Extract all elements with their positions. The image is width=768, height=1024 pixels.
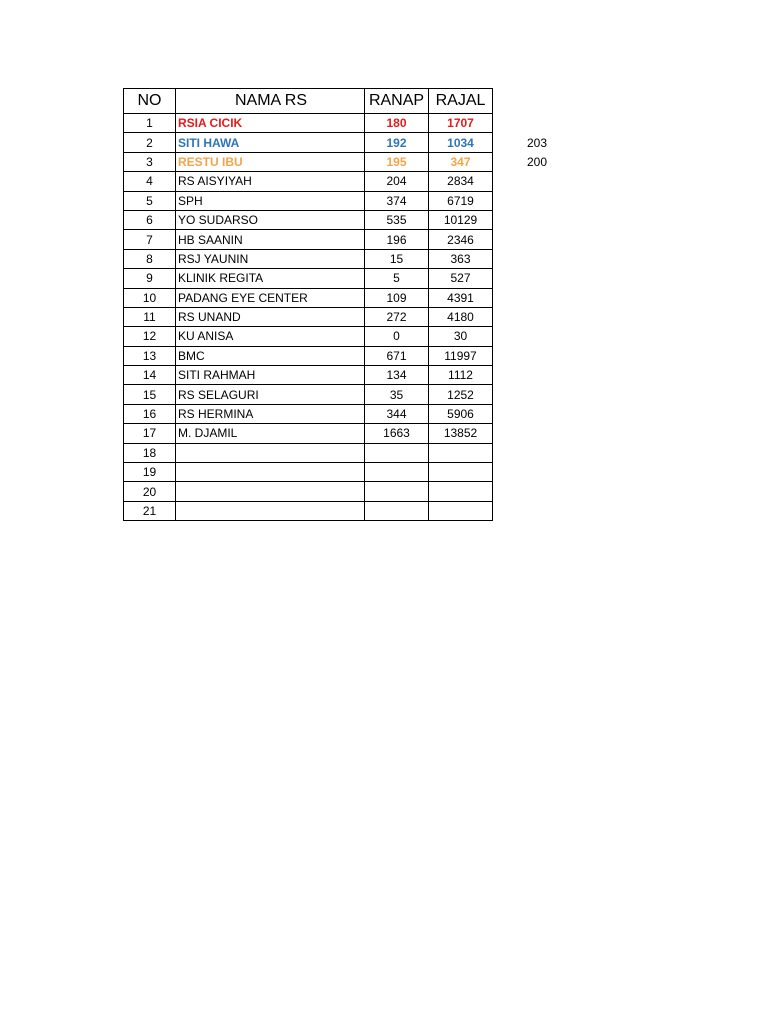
cell-ranap[interactable]: 671 (365, 346, 429, 365)
header-no[interactable]: NO (124, 89, 176, 114)
cell-ranap[interactable]: 195 (365, 152, 429, 171)
cell-rajal[interactable]: 1112 (429, 366, 493, 385)
hospital-table (123, 88, 493, 521)
cell-nama-rs[interactable] (176, 463, 365, 482)
cell-nama-rs[interactable]: SITI RAHMAH (176, 366, 365, 385)
cell-ranap[interactable]: 134 (365, 366, 429, 385)
cell-rajal[interactable]: 6719 (429, 191, 493, 210)
cell-no[interactable]: 14 (124, 366, 176, 385)
cell-rajal[interactable]: 5906 (429, 404, 493, 423)
cell-ranap[interactable]: 204 (365, 172, 429, 191)
table-row (124, 307, 493, 326)
cell-no[interactable]: 11 (124, 307, 176, 326)
cell-no[interactable]: 17 (124, 424, 176, 443)
cell-no[interactable]: 8 (124, 249, 176, 268)
table-row (124, 424, 493, 443)
cell-no[interactable]: 13 (124, 346, 176, 365)
cell-ranap[interactable] (365, 443, 429, 462)
cell-ranap[interactable]: 196 (365, 230, 429, 249)
cell-nama-rs[interactable]: HB SAANIN (176, 230, 365, 249)
cell-no[interactable]: 19 (124, 463, 176, 482)
cell-nama-rs[interactable]: RSJ YAUNIN (176, 249, 365, 268)
table-row (124, 501, 493, 520)
cell-nama-rs[interactable]: BMC (176, 346, 365, 365)
cell-nama-rs[interactable]: RS HERMINA (176, 404, 365, 423)
cell-no[interactable]: 21 (124, 501, 176, 520)
cell-rajal[interactable] (429, 482, 493, 501)
cell-ranap[interactable] (365, 463, 429, 482)
cell-nama-rs[interactable]: M. DJAMIL (176, 424, 365, 443)
side-note-value: 203 (527, 135, 548, 150)
cell-no[interactable]: 20 (124, 482, 176, 501)
cell-rajal[interactable] (429, 443, 493, 462)
cell-no[interactable]: 9 (124, 269, 176, 288)
cell-ranap[interactable]: 1663 (365, 424, 429, 443)
table-row (124, 346, 493, 365)
cell-no[interactable]: 1 (124, 114, 176, 133)
cell-nama-rs[interactable]: KLINIK REGITA (176, 269, 365, 288)
cell-rajal[interactable] (429, 501, 493, 520)
table-row (124, 385, 493, 404)
cell-rajal[interactable]: 11997 (429, 346, 493, 365)
cell-rajal[interactable]: 4391 (429, 288, 493, 307)
cell-ranap[interactable]: 35 (365, 385, 429, 404)
cell-rajal[interactable]: 363 (429, 249, 493, 268)
table-row (124, 152, 493, 171)
cell-nama-rs[interactable] (176, 482, 365, 501)
cell-nama-rs[interactable]: RSIA CICIK (176, 114, 365, 133)
cell-rajal[interactable]: 2346 (429, 230, 493, 249)
table-row (124, 269, 493, 288)
cell-ranap[interactable]: 272 (365, 307, 429, 326)
cell-rajal[interactable]: 527 (429, 269, 493, 288)
header-row (124, 89, 493, 114)
table-row (124, 114, 493, 133)
cell-nama-rs[interactable]: RESTU IBU (176, 152, 365, 171)
cell-rajal[interactable]: 30 (429, 327, 493, 346)
side-note-value: 200 (527, 154, 548, 169)
cell-ranap[interactable]: 192 (365, 133, 429, 152)
cell-ranap[interactable]: 0 (365, 327, 429, 346)
cell-ranap[interactable]: 180 (365, 114, 429, 133)
table-row (124, 482, 493, 501)
cell-ranap[interactable]: 535 (365, 210, 429, 229)
cell-nama-rs[interactable]: SITI HAWA (176, 133, 365, 152)
header-rajal[interactable]: RAJAL (429, 89, 493, 114)
cell-no[interactable]: 15 (124, 385, 176, 404)
cell-rajal[interactable]: 4180 (429, 307, 493, 326)
cell-nama-rs[interactable]: RS AISYIYAH (176, 172, 365, 191)
cell-no[interactable]: 10 (124, 288, 176, 307)
header-ranap[interactable]: RANAP (365, 89, 429, 114)
cell-rajal[interactable]: 1707 (429, 114, 493, 133)
table-row (124, 133, 493, 152)
cell-ranap[interactable]: 374 (365, 191, 429, 210)
cell-nama-rs[interactable]: YO SUDARSO (176, 210, 365, 229)
cell-no[interactable]: 3 (124, 152, 176, 171)
cell-ranap[interactable] (365, 482, 429, 501)
cell-ranap[interactable]: 5 (365, 269, 429, 288)
cell-no[interactable]: 5 (124, 191, 176, 210)
cell-rajal[interactable]: 1034 (429, 133, 493, 152)
table-row (124, 404, 493, 423)
cell-no[interactable]: 7 (124, 230, 176, 249)
cell-rajal[interactable]: 13852 (429, 424, 493, 443)
cell-nama-rs[interactable]: KU ANISA (176, 327, 365, 346)
cell-nama-rs[interactable]: RS SELAGURI (176, 385, 365, 404)
cell-no[interactable]: 6 (124, 210, 176, 229)
cell-no[interactable]: 16 (124, 404, 176, 423)
cell-rajal[interactable]: 10129 (429, 210, 493, 229)
cell-rajal[interactable] (429, 463, 493, 482)
cell-no[interactable]: 2 (124, 133, 176, 152)
table-row (124, 288, 493, 307)
table-row (124, 210, 493, 229)
cell-no[interactable]: 18 (124, 443, 176, 462)
cell-ranap[interactable]: 15 (365, 249, 429, 268)
table-row (124, 463, 493, 482)
cell-rajal[interactable]: 347 (429, 152, 493, 171)
table-row (124, 249, 493, 268)
table-row (124, 443, 493, 462)
cell-rajal[interactable]: 1252 (429, 385, 493, 404)
cell-ranap[interactable] (365, 501, 429, 520)
cell-nama-rs[interactable]: SPH (176, 191, 365, 210)
cell-ranap[interactable]: 109 (365, 288, 429, 307)
cell-nama-rs[interactable] (176, 443, 365, 462)
cell-nama-rs[interactable]: RS UNAND (176, 307, 365, 326)
cell-ranap[interactable]: 344 (365, 404, 429, 423)
cell-nama-rs[interactable]: PADANG EYE CENTER (176, 288, 365, 307)
cell-no[interactable]: 4 (124, 172, 176, 191)
cell-rajal[interactable]: 2834 (429, 172, 493, 191)
table-row (124, 230, 493, 249)
table-row (124, 327, 493, 346)
table-row (124, 191, 493, 210)
header-nama-rs[interactable]: NAMA RS (176, 89, 365, 114)
table-row (124, 366, 493, 385)
cell-nama-rs[interactable] (176, 501, 365, 520)
cell-no[interactable]: 12 (124, 327, 176, 346)
table-row (124, 172, 493, 191)
